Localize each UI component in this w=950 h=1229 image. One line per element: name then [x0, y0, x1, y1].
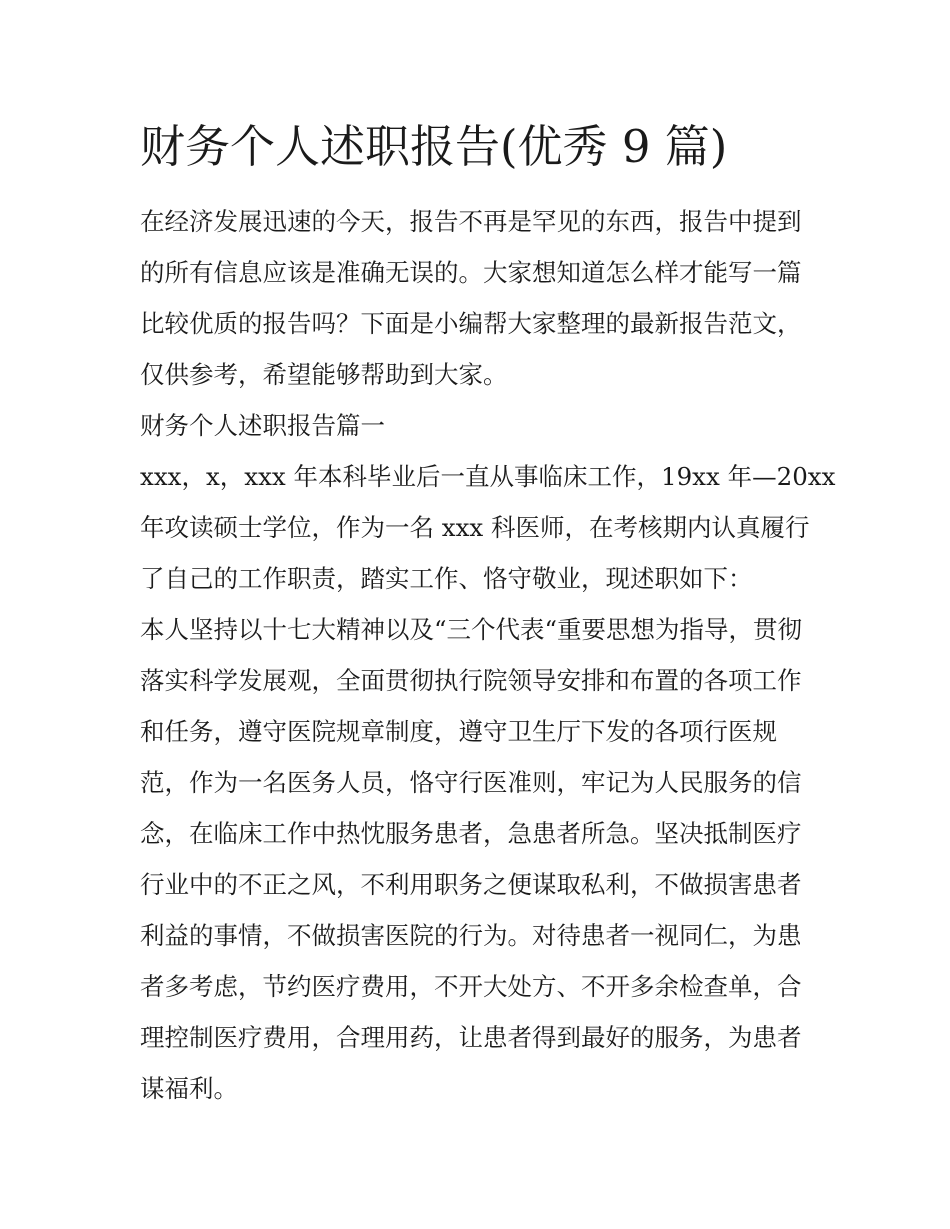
- body-line: 利益的事情，不做损害医院的行为。对待患者一视同仁，为患: [140, 921, 802, 950]
- section-heading: 财务个人述职报告篇一: [140, 411, 385, 440]
- body-line: 落实科学发展观，全面贯彻执行院领导安排和布置的各项工作: [140, 666, 802, 695]
- body-line: 了自己的工作职责，踏实工作、恪守敬业，现述职如下：: [140, 564, 753, 593]
- body-line: 比较优质的报告吗？下面是小编帮大家整理的最新报告范文，: [140, 309, 802, 338]
- document-title: 财务个人述职报告(优秀 9 篇): [140, 120, 728, 173]
- body-line: 者多考虑，节约医疗费用，不开大处方、不开多余检查单，合: [140, 972, 802, 1001]
- body-line: xxx，x，xxx 年本科毕业后一直从事临床工作，19xx 年—20xx: [140, 462, 836, 491]
- body-line: 谋福利。: [140, 1074, 238, 1103]
- body-line: 理控制医疗费用，合理用药，让患者得到最好的服务，为患者: [140, 1023, 802, 1052]
- body-line: 本人坚持以十七大精神以及“三个代表“重要思想为指导，贯彻: [140, 615, 803, 644]
- body-line: 范，作为一名医务人员，恪守行医准则，牢记为人民服务的信: [140, 768, 802, 797]
- body-line: 念，在临床工作中热忱服务患者，急患者所急。坚决抵制医疗: [140, 819, 802, 848]
- body-line: 年攻读硕士学位，作为一名 xxx 科医师，在考核期内认真履行: [140, 513, 810, 542]
- body-line: 行业中的不正之风，不利用职务之便谋取私利，不做损害患者: [140, 870, 802, 899]
- body-line: 和任务，遵守医院规章制度，遵守卫生厅下发的各项行医规: [140, 717, 777, 746]
- document-body: [140, 196, 836, 1114]
- body-line: 仅供参考，希望能够帮助到大家。: [140, 360, 508, 389]
- body-line: 在经济发展迅速的今天，报告不再是罕见的东西，报告中提到: [140, 207, 802, 236]
- body-line: 的所有信息应该是准确无误的。大家想知道怎么样才能写一篇: [140, 258, 802, 287]
